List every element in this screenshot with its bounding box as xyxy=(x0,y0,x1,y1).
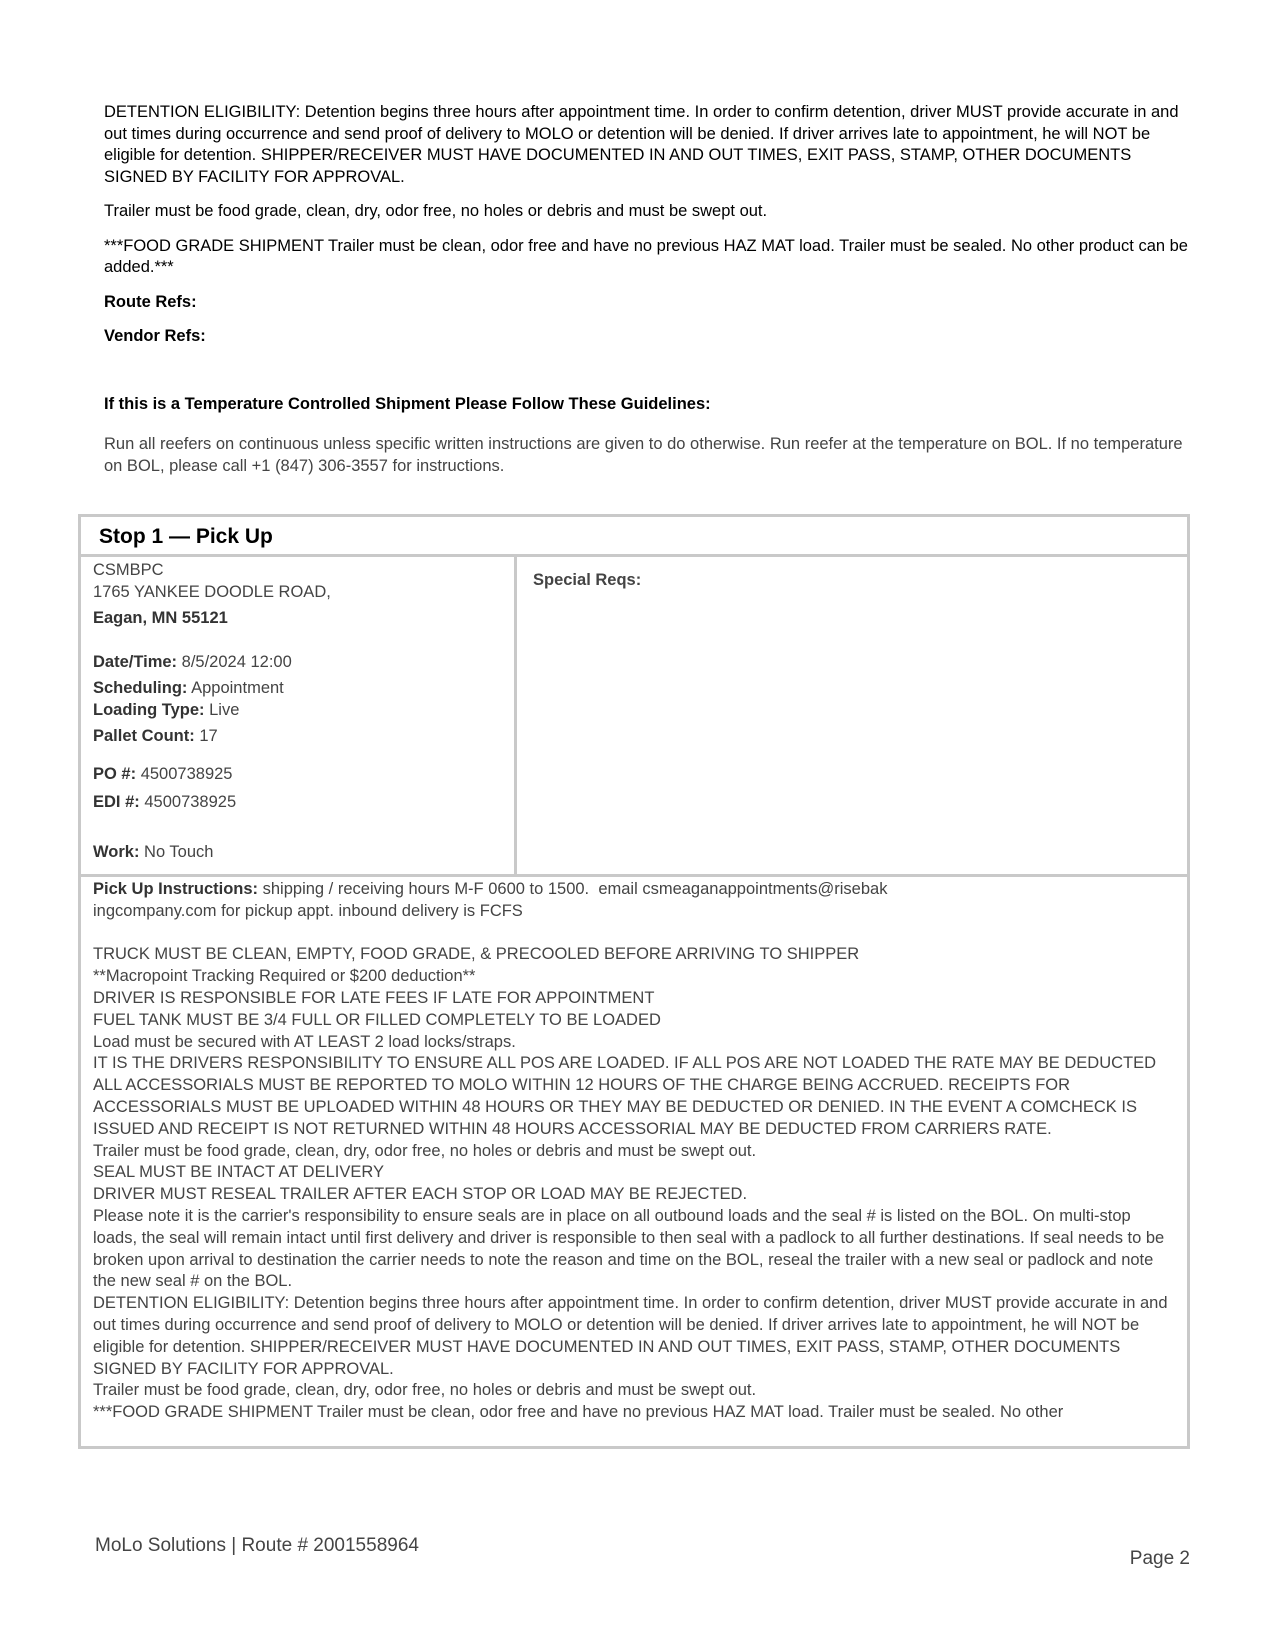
special-reqs-label: Special Reqs: xyxy=(533,571,642,589)
stop-company: CSMBPC xyxy=(93,561,164,579)
loading-type-label: Loading Type: xyxy=(93,700,205,719)
stop-loading-type xyxy=(93,700,514,722)
loading-type-value: Live xyxy=(209,700,240,719)
general-instructions xyxy=(104,102,1194,477)
pickup-instructions-text: shipping / receiving hours M-F 0600 to 1500. email csmeaganappointments@risebak ingcompany.com for pickup appt. inbound delivery is FCFS TRUCK MUST BE CLEAN, EMPTY, FOOD GRADE, & PRECOOLED BEFORE ARRIVING TO SHIPPER **Macropoint Tracking Required or $200 deduction** DRIVER IS RESPONSIBLE FOR LATE FEES IF LATE FOR APPOINTMENT FUEL TANK MUST BE 3/4 FULL OR FILLED COMPLETELY TO BE LOADED Load must be secured with AT LEAST 2 load locks/straps. IT IS THE DRIVERS RESPONSIBILITY TO ENSURE ALL POS ARE LOADED. IF ALL POS ARE NOT LOADED THE RATE MAY BE DEDUCTED ALL ACCESSORIALS MUST BE REPORTED TO MOLO WITHIN 12 HOURS OF THE CHARGE BEING ACCRUED. RECEIPTS FOR ACCESSORIALS MUST BE UPLOADED WITHIN 48 HOURS OR THEY MAY BE DEDUCTED OR DENIED. IN THE EVENT A COMCHECK IS ISSUED AND RECEIPT IS NOT RETURNED WITHIN 48 HOURS ACCESSORIAL MAY BE DEDUCTED FROM CARRIERS RATE. Trailer must be food grade, clean, dry, odor free, no holes or debris and must be swept out. SEAL MUST BE INTACT AT DELIVERY DRIVER MUST RESEAL TRAILER AFTER EACH STOP OR LOAD MAY BE REJECTED. Please note it is the carrier's responsibility to ensure seals are in place on all outbound loads and the seal # is listed on the BOL. On multi-stop loads, the seal will remain intact until first delivery and driver is responsible to then seal with a padlock to all further destinations. If seal needs to be broken upon arrival to destination the carrier needs to note the reason and time on the BOL, reseal the trailer with a new seal or padlock and note the new seal # on the BOL. DETENTION ELIGIBILITY: Detention begins three hours after appointment time. In order to confirm detention, driver MUST provide accurate in and out times during occurrence and send proof of delivery to MOLO or detention will be denied. If driver arrives late to appointment, he will NOT be eligible for detention. SHIPPER/RECEIVER MUST HAVE DOCUMENTED IN AND OUT TIMES, EXIT PASS, STAMP, OTHER DOCUMENTS SIGNED BY FACILITY FOR APPROVAL. Trailer must be food grade, clean, dry, odor free, no holes or debris and must be swept out. ***FOOD GRADE SHIPMENT Trailer must be clean, odor free and have no previous HAZ MAT load. Trailer must be sealed. No other xyxy=(93,880,1168,1422)
special-requirements xyxy=(517,557,1187,874)
stop-datetime xyxy=(93,652,514,674)
route-refs-label: Route Refs: xyxy=(104,292,197,311)
stop-city: Eagan, MN 55121 xyxy=(93,609,228,627)
pallet-count-label: Pallet Count: xyxy=(93,727,195,745)
scheduling-value: Appointment xyxy=(191,679,284,697)
temperature-guidelines-heading: If this is a Temperature Controlled Shipment Please Follow These Guidelines: xyxy=(104,394,711,413)
datetime-value: 8/5/2024 12:00 xyxy=(181,652,292,671)
edi-value: 4500738925 xyxy=(144,793,237,811)
stop-work xyxy=(93,842,514,864)
stop-card xyxy=(78,514,1190,1449)
pickup-instructions xyxy=(81,877,1187,1424)
temperature-guidelines-text: Run all reefers on continuous unless specific written instructions are given to do otherwise. Run reefer at the temperature on BOL. If no temperature on BOL, please call +1 (847) 306-3557 for instructions. xyxy=(104,435,1183,475)
pallet-count-value: 17 xyxy=(199,727,218,745)
vendor-refs-label: Vendor Refs: xyxy=(104,327,206,345)
stop-details-row xyxy=(81,557,1187,877)
datetime-label: Date/Time: xyxy=(93,652,178,671)
stop-po xyxy=(93,764,514,786)
scheduling-label: Scheduling: xyxy=(93,679,188,697)
stop-location-details xyxy=(81,557,517,874)
stop-edi xyxy=(93,792,514,814)
work-label: Work: xyxy=(93,842,140,861)
po-value: 4500738925 xyxy=(140,764,233,783)
stop-title: Stop 1 — Pick Up xyxy=(81,517,1187,557)
pickup-instructions-label: Pick Up Instructions: xyxy=(93,880,259,898)
footer-route: MoLo Solutions | Route # 2001558964 xyxy=(95,1535,419,1556)
stop-pallet-count xyxy=(93,726,514,748)
detention-policy: DETENTION ELIGIBILITY: Detention begins three hours after appointment time. In order to confirm detention, driver MUST provide accurate in and out times during occurrence and send proof of delivery to MOLO or detention will be denied. If driver arrives late to appointment, he will NOT be eligible for detention. SHIPPER/RECEIVER MUST HAVE DOCUMENTED IN AND OUT TIMES, EXIT PASS, STAMP, OTHER DOCUMENTS SIGNED BY FACILITY FOR APPROVAL. xyxy=(104,103,1179,186)
po-label: PO #: xyxy=(93,764,137,783)
trailer-requirement: Trailer must be food grade, clean, dry, odor free, no holes or debris and must be swept out. xyxy=(104,202,768,220)
work-value: No Touch xyxy=(144,842,214,861)
food-grade-notice: ***FOOD GRADE SHIPMENT Trailer must be clean, odor free and have no previous HAZ MAT load. Trailer must be sealed. No other product can be added.*** xyxy=(104,236,1188,276)
footer-page-number: Page 2 xyxy=(1129,1548,1190,1569)
edi-label: EDI #: xyxy=(93,793,140,811)
stop-scheduling xyxy=(93,678,514,700)
stop-address: 1765 YANKEE DOODLE ROAD, xyxy=(93,582,331,601)
